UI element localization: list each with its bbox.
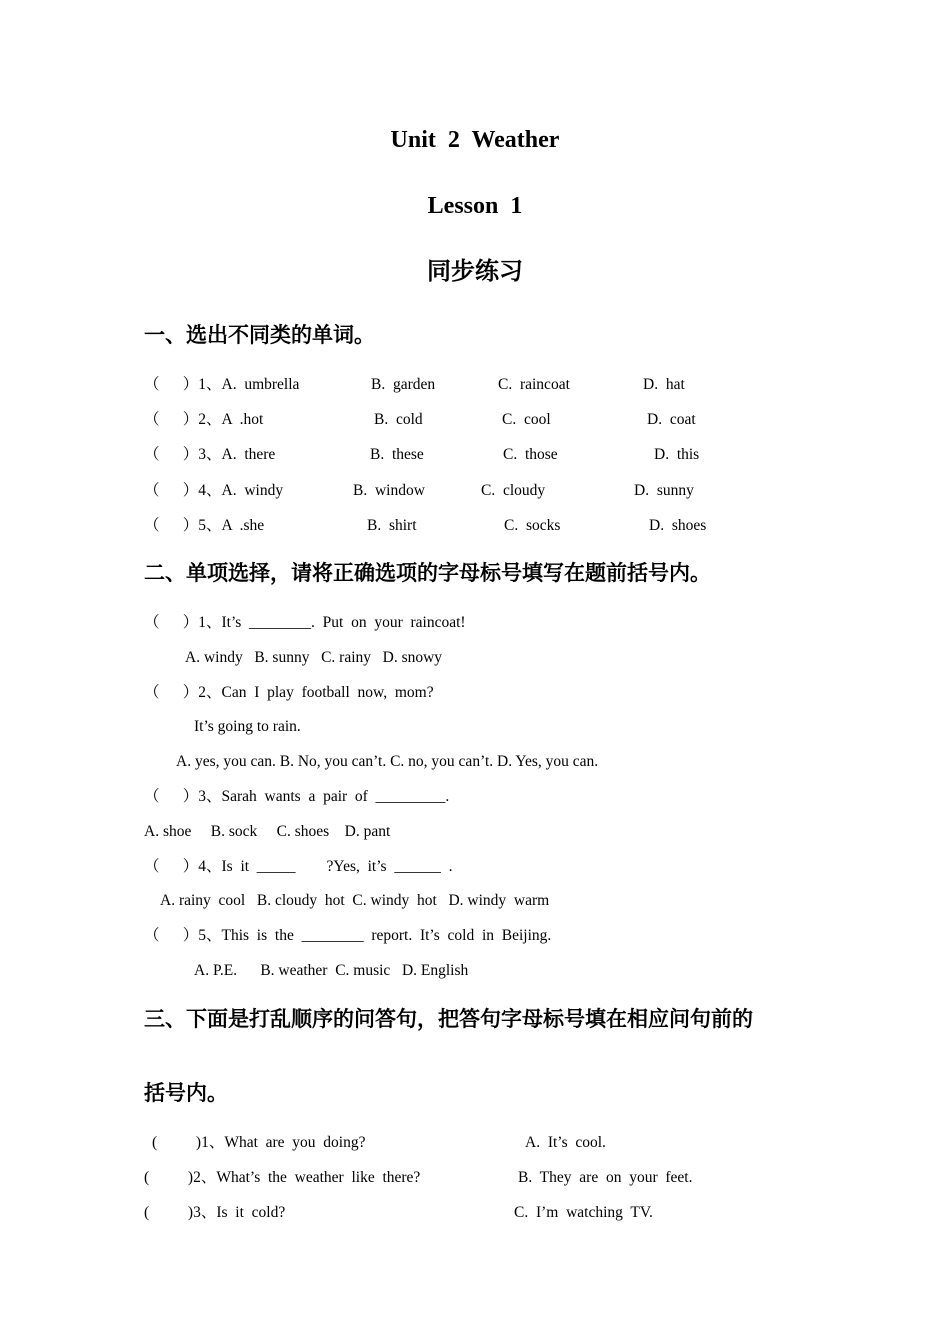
question-5-a: （ ）5、A .she [144,517,265,534]
option-c: C. those [503,446,558,463]
question-4-a: （ ）4、A. windy [144,482,284,499]
option-d: D. sunny [634,482,694,499]
s3-answer-a: A. It’s cool. [525,1134,606,1151]
s3-question-2: ( )2、What’s the weather like there? [144,1169,421,1186]
s2-question-4: （ ）4、Is it _____ ?Yes, it’s ______ . [144,858,453,875]
option-d: D. coat [647,411,696,428]
option-b: B. garden [371,376,436,393]
option-b: B. window [353,482,425,499]
option-b: B. shirt [367,517,417,534]
exercise-subtitle: 同步练习 [427,257,523,285]
s2-question-1: （ ）1、It’s ________. Put on your raincoat! [144,614,466,631]
section3-heading-cont: 括号内。 [144,1081,228,1105]
question-2-a: （ ）2、A .hot [144,411,264,428]
option-c: C. socks [504,517,561,534]
s2-question-5: （ ）5、This is the ________ report. It’s cold in Beijing. [144,927,552,944]
option-c: C. raincoat [498,376,570,393]
s2-options-5: A. P.E. B. weather C. music D. English [194,962,469,979]
s2-options-3: A. shoe B. sock C. shoes D. pant [144,823,391,840]
option-c: C. cool [502,411,551,428]
option-c: C. cloudy [481,482,546,499]
option-d: D. shoes [649,517,707,534]
option-d: D. hat [643,376,685,393]
s2-options-4: A. rainy cool B. cloudy hot C. windy hot D. windy warm [160,892,550,909]
lesson-title: Lesson 1 [427,193,523,219]
option-d: D. this [654,446,700,463]
s2-options-2: A. yes, you can. B. No, you can’t. C. no, you can’t. D. Yes, you can. [176,753,599,770]
question-3-a: （ ）3、A. there [144,446,276,463]
s3-question-1: ( )1、What are you doing? [152,1134,366,1151]
s2-question-2: （ ）2、Can I play football now, mom? [144,684,434,701]
section3-heading: 三、下面是打乱顺序的问答句，把答句字母标号填在相应问句前的 [144,1007,753,1031]
unit-title: Unit 2 Weather [390,127,560,153]
s2-question-3: （ ）3、Sarah wants a pair of _________. [144,788,450,805]
s3-question-3: ( )3、Is it cold? [144,1204,286,1221]
option-b: B. these [370,446,424,463]
question-1-a: （ ）1、A. umbrella [144,376,300,393]
section2-heading: 二、单项选择，请将正确选项的字母标号填写在题前括号内。 [144,561,711,585]
s3-answer-c: C. I’m watching TV. [514,1204,653,1221]
s2-question-2-sub: It’s going to rain. [194,718,301,735]
s2-options-1: A. windy B. sunny C. rainy D. snowy [185,649,443,666]
s3-answer-b: B. They are on your feet. [518,1169,693,1186]
option-b: B. cold [374,411,423,428]
section1-heading: 一、选出不同类的单词。 [144,323,375,347]
